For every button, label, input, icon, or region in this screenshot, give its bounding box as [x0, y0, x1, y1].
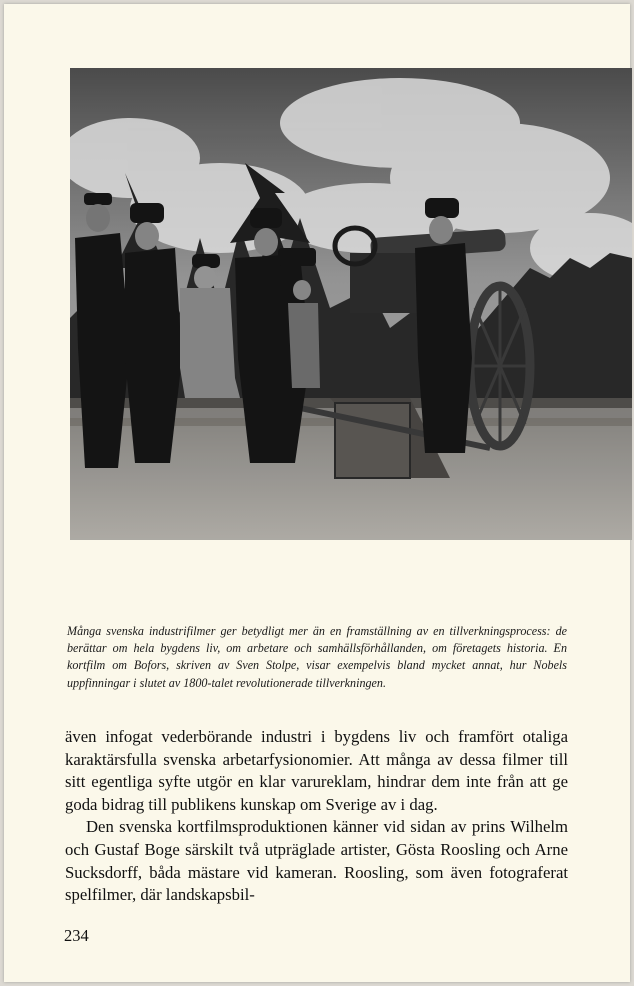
book-page [4, 4, 630, 982]
historical-photograph [70, 68, 632, 540]
page-number: 234 [64, 926, 89, 945]
paragraph: även infogat vederbörande industri i bygdens liv och framfört otaliga karaktärsfulla svenska arbetarfysionomier. Att många av dessa filmer till sitt egentliga syfte utgör en klar varureklam, hindrar dem inte från att ge goda bidrag till publikens kunskap om Sverige av i dag. [65, 727, 568, 814]
photo-caption: Många svenska industrifilmer ger betydligt mer än en framställning av en tillverkningsprocess: de berättar om hela bygdens liv, om arbetare och samhällsförhållanden, om företagets historia. En kortfilm om Bofors, skriven av Sven Stolpe, visar exempelvis bland mycket annat, hur Nobels uppfinningar i slutet av 1800-talet revolutionerade tillverkningen. [67, 624, 567, 690]
photo-illustration [70, 68, 632, 540]
body-text [65, 726, 568, 907]
paragraph: Den svenska kortfilmsproduktionen känner vid sidan av prins Wilhelm och Gustaf Boge särskilt två utpräglade artister, Gösta Roosling och Arne Sucksdorff, båda mästare vid kameran. Roosling, som även fotograferat spelfilmer, där landskapsbil- [65, 817, 568, 905]
